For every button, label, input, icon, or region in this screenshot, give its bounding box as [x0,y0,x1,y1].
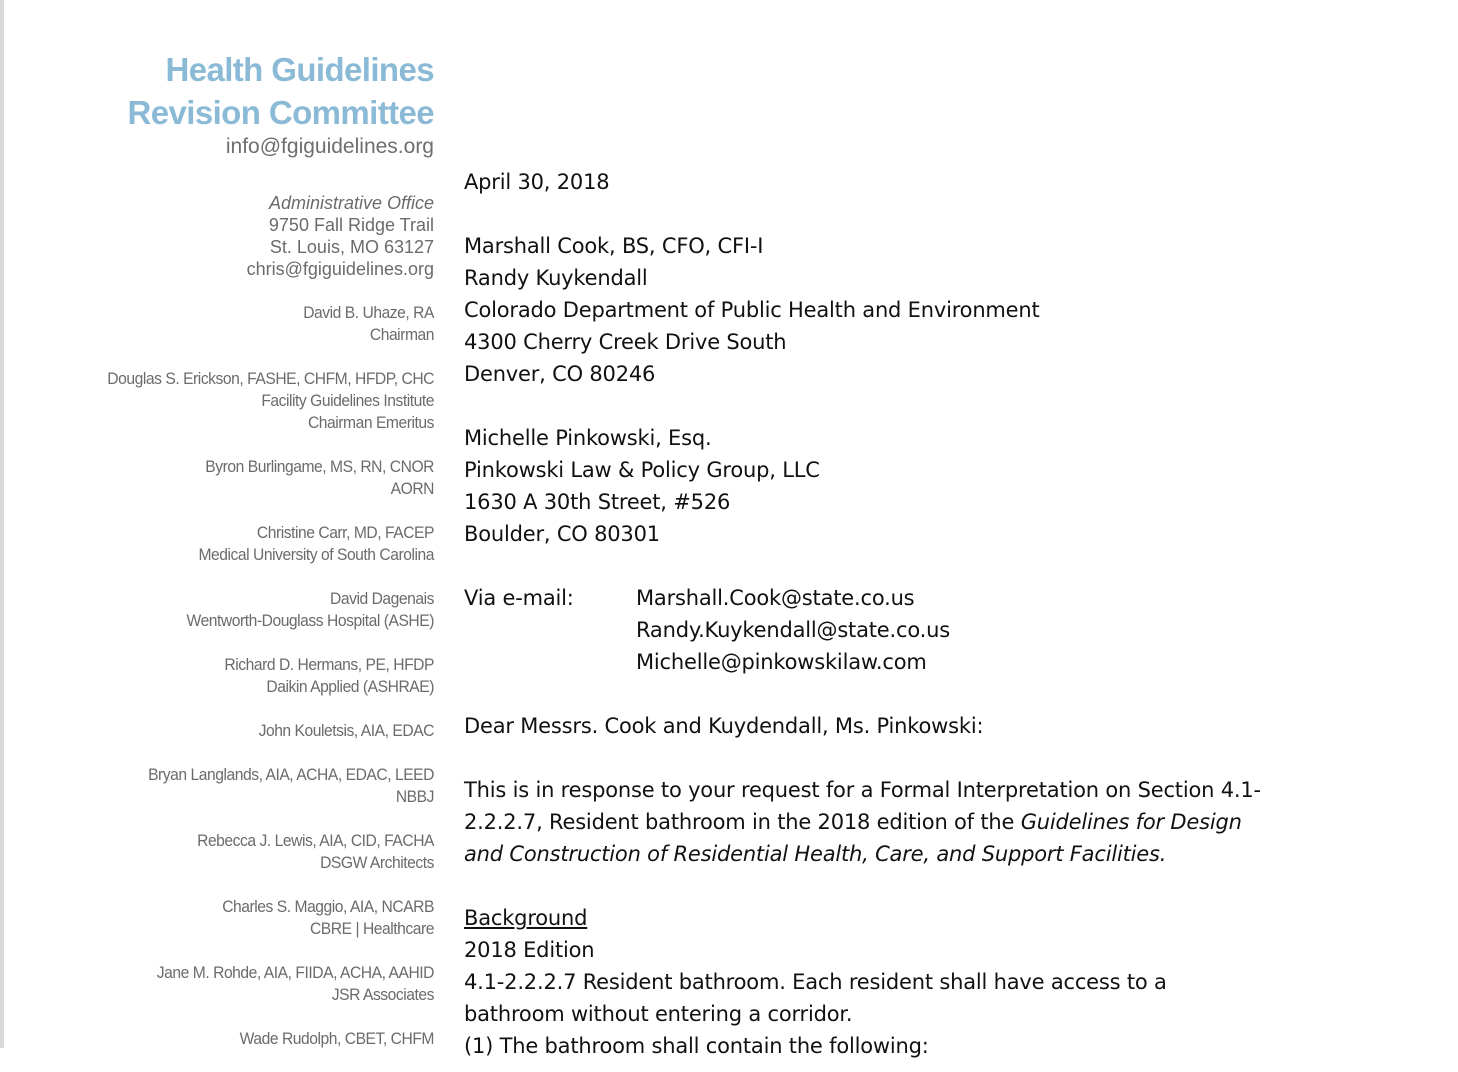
member-affiliation: Wentworth-Douglass Hospital (ASHE) [186,611,434,630]
member-affiliation: CBRE | Healthcare [309,919,434,938]
email-address: Randy.Kuykendall@state.co.us [636,618,950,642]
member-affiliation: DSGW Architects [320,853,434,872]
section-text: (1) The bathroom shall contain the following: [464,1034,929,1058]
member-entry [72,720,434,742]
member-entry [72,368,434,434]
member-entry [72,588,434,632]
member-name: Bryan Langlands, AIA, ACHA, EDAC, LEED [148,765,434,784]
recipient-line: 1630 A 30th Street, #526 [464,490,731,514]
member-name: Byron Burlingame, MS, RN, CNOR [205,457,434,476]
organization-email: info@fgiguidelines.org [225,135,434,158]
recipient-line: Colorado Department of Public Health and Environment [464,298,1040,322]
member-name: Wade Rudolph, CBET, CHFM [239,1029,434,1048]
member-entry [72,764,434,808]
salutation: Dear Messrs. Cook and Kuydendall, Ms. Pinkowski: [464,714,984,738]
recipient-line: Pinkowski Law & Policy Group, LLC [464,458,820,482]
office-label: Administrative Office [268,193,434,213]
member-name: Charles S. Maggio, AIA, NCARB [222,897,434,916]
member-name: John Kouletsis, AIA, EDAC [258,721,434,740]
member-name: Rebecca J. Lewis, AIA, CID, FACHA [197,831,434,850]
member-name: Richard D. Hermans, PE, HFDP [224,655,434,674]
organization-title-line1: Health Guidelines [165,51,434,88]
recipient-line: Michelle Pinkowski, Esq. [464,426,712,450]
organization-title [40,48,434,134]
recipient-line: 4300 Cherry Creek Drive South [464,330,787,354]
via-email-block [464,582,1324,678]
recipient-line: Denver, CO 80246 [464,362,656,386]
member-affiliation: JSR Associates [331,985,434,1004]
member-name: Douglas S. Erickson, FASHE, CHFM, HFDP, CHC [107,369,434,388]
via-email-label: Via e-mail: [464,586,574,610]
member-entry [72,302,434,346]
paragraph-line [464,806,1324,838]
office-city: St. Louis, MO 63127 [269,237,434,257]
office-email: chris@fgiguidelines.org [246,259,434,279]
page-left-edge [0,0,4,1048]
member-affiliation: AORN [390,479,434,498]
section-text: 4.1-2.2.2.7 Resident bathroom. Each resident shall have access to a [464,970,1167,994]
organization-title-line2: Revision Committee [127,94,434,131]
committee-members [40,302,434,1050]
member-role: Chairman Emeritus [307,413,434,432]
paragraph-line: This is in response to your request for a Formal Interpretation on Section 4.1- [464,778,1261,802]
administrative-office [40,192,434,280]
member-affiliation: Daikin Applied (ASHRAE) [266,677,434,696]
intro-paragraph [464,774,1324,870]
member-entry [72,830,434,874]
member-name: Christine Carr, MD, FACEP [256,523,434,542]
email-address: Marshall.Cook@state.co.us [636,586,915,610]
member-name: Jane M. Rohde, AIA, FIIDA, ACHA, AAHID [156,963,434,982]
recipient-line: Marshall Cook, BS, CFO, CFI-I [464,234,764,258]
paragraph-text: 2.2.2.7, Resident bathroom in the 2018 edition of the [464,810,1021,834]
section-text: bathroom without entering a corridor. [464,1002,853,1026]
member-affiliation: Facility Guidelines Institute [261,391,434,410]
member-name: David Dagenais [330,589,434,608]
letter-date: April 30, 2018 [464,170,610,194]
member-entry [72,654,434,698]
office-street: 9750 Fall Ridge Trail [268,215,434,235]
edition-label: 2018 Edition [464,938,595,962]
letter-body [464,166,1324,1062]
member-affiliation: Medical University of South Carolina [198,545,434,564]
publication-title-continued: and Construction of Residential Health, Care, and Support Facilities. [464,842,1167,866]
member-entry [72,522,434,566]
member-name: David B. Uhaze, RA [303,303,434,322]
member-entry [72,962,434,1006]
member-entry [72,896,434,940]
via-email-addresses [636,582,950,678]
member-affiliation: NBBJ [395,787,434,806]
letterhead-sidebar [40,48,434,1072]
background-heading: Background [464,906,588,930]
member-entry [72,456,434,500]
member-affiliation: Chairman [369,325,434,344]
publication-title: Guidelines for Design [1020,810,1242,834]
recipient-line: Boulder, CO 80301 [464,522,660,546]
recipient-block-2 [464,422,1324,550]
member-entry [72,1028,434,1050]
recipient-line: Randy Kuykendall [464,266,648,290]
recipient-block-1 [464,230,1324,390]
email-address: Michelle@pinkowskilaw.com [636,650,927,674]
